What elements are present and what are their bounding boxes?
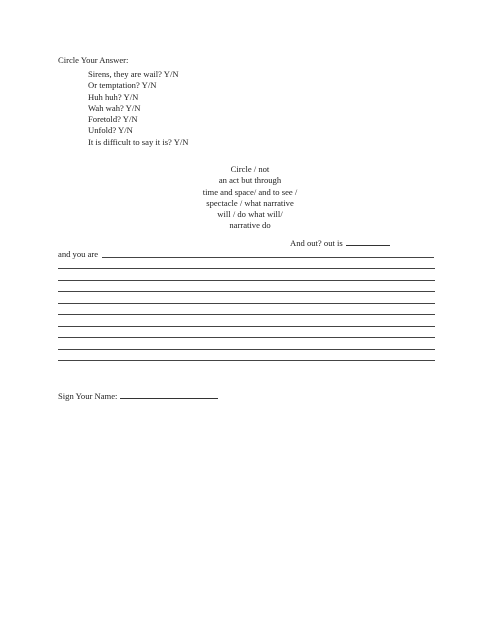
poem-line: narrative do	[229, 220, 271, 231]
question-item: Or temptation? Y/N	[88, 80, 157, 91]
and-out-label: And out? out is	[290, 238, 343, 248]
answer-line[interactable]	[58, 280, 435, 281]
question-item: Foretold? Y/N	[88, 114, 138, 125]
question-item: Unfold? Y/N	[88, 125, 133, 136]
instructions-heading: Circle Your Answer:	[58, 55, 129, 65]
question-item: It is difficult to say it is? Y/N	[88, 136, 189, 147]
poem-line: an act but through	[218, 175, 282, 186]
poem-line: spectacle / what narrative	[206, 197, 294, 208]
poem-line: Circle / not	[230, 164, 270, 174]
answer-line[interactable]	[58, 303, 435, 304]
question-item: Huh huh? Y/N	[88, 91, 139, 102]
answer-line[interactable]	[58, 314, 435, 315]
question-item: Sirens, they are wail? Y/N	[88, 69, 179, 79]
poem-block	[170, 164, 330, 232]
question-list	[88, 69, 189, 148]
answer-line[interactable]	[58, 349, 435, 350]
signature-row	[58, 390, 218, 402]
answer-line[interactable]	[58, 268, 435, 269]
poem-line: time and space/ and to see /	[202, 186, 298, 197]
out-is-blank[interactable]	[346, 237, 390, 246]
you-are-answer-line[interactable]	[102, 257, 434, 258]
sign-name-label: Sign Your Name:	[58, 391, 118, 401]
answer-line[interactable]	[58, 337, 435, 338]
question-item: Wah wah? Y/N	[88, 102, 141, 113]
answer-line[interactable]	[58, 291, 435, 292]
poem-line: will / do what will/	[217, 209, 283, 220]
and-out-prompt	[290, 237, 390, 249]
answer-line[interactable]	[58, 360, 435, 361]
you-are-label: and you are	[58, 249, 99, 259]
answer-line[interactable]	[58, 326, 435, 327]
signature-line[interactable]	[120, 390, 218, 399]
